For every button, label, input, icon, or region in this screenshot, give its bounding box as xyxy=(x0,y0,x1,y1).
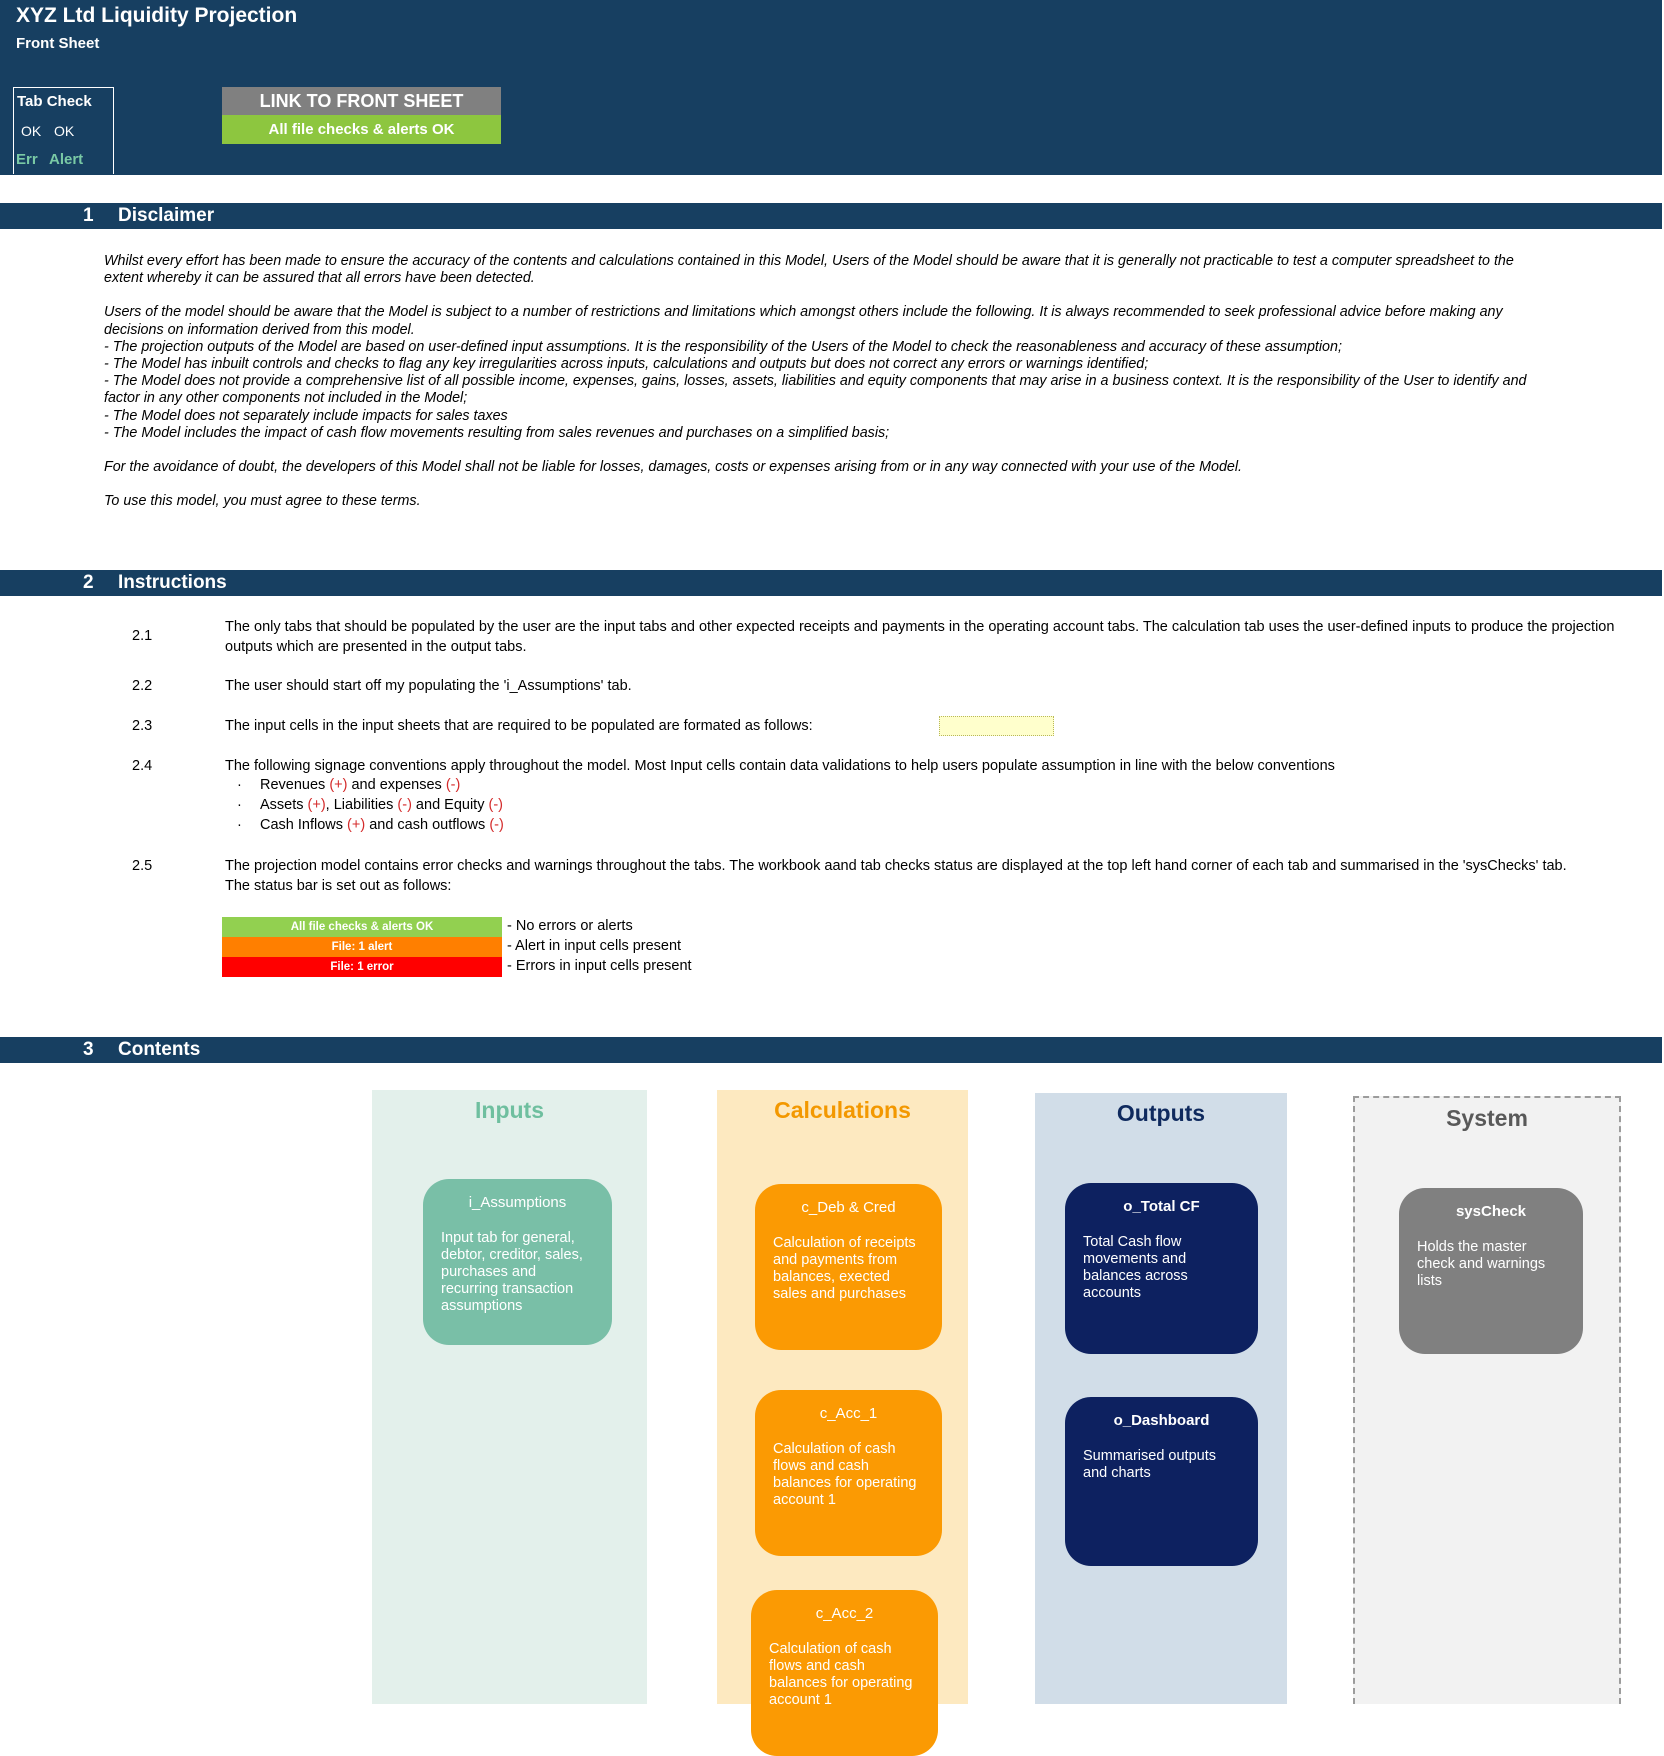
sign-negative: (-) xyxy=(488,797,503,813)
input-cell-format-sample xyxy=(939,716,1054,736)
tile-syscheck[interactable] xyxy=(1399,1188,1583,1354)
tile-name: i_Assumptions xyxy=(468,1194,567,1211)
instruction-number: 2.4 xyxy=(132,758,153,774)
disclaimer-paragraph xyxy=(104,304,1604,442)
signage-bullet xyxy=(237,817,504,833)
calculations-column xyxy=(717,1090,968,1708)
sign-negative: (-) xyxy=(397,797,412,813)
section-title: Instructions xyxy=(118,572,227,593)
tile-description: Summarised outputs and charts xyxy=(1083,1448,1216,1481)
tile-c-acc-2[interactable] xyxy=(751,1590,938,1756)
instruction-text: The user should start off my populating the 'i_Assumptions' tab. xyxy=(225,678,632,694)
sheet-name: Front Sheet xyxy=(16,35,100,52)
section-header-contents xyxy=(0,1037,1662,1063)
tile-o-dashboard[interactable] xyxy=(1065,1397,1258,1566)
disclaimer-line: - The Model has inbuilt controls and checks to flag any key irregularities across inputs, calculations and outputs but does not correct any errors or warnings identified; xyxy=(104,356,1149,373)
sign-positive: (+) xyxy=(347,817,366,833)
bullet-text: , Liabilities xyxy=(325,797,398,813)
app-title: XYZ Ltd Liquidity Projection xyxy=(16,4,298,27)
link-to-front-sheet-button[interactable]: LINK TO FRONT SHEET xyxy=(222,87,501,115)
legend-description: - Errors in input cells present xyxy=(507,958,692,974)
disclaimer-paragraph xyxy=(104,459,1604,476)
outputs-column-title: Outputs xyxy=(1116,1100,1206,1126)
tile-name: c_Acc_2 xyxy=(815,1605,874,1622)
instruction-number: 2.5 xyxy=(132,858,153,874)
tile-c-acc-1[interactable] xyxy=(755,1390,942,1556)
tile-description: Holds the master check and warnings lists xyxy=(1417,1239,1546,1289)
tile-name: sysCheck xyxy=(1455,1203,1527,1220)
disclaimer-paragraph xyxy=(104,253,1604,287)
err-label: Err xyxy=(16,151,38,168)
tile-description: Calculation of cash flows and cash balances for operating account 1 xyxy=(773,1441,917,1508)
tile-name: c_Acc_1 xyxy=(819,1405,878,1422)
bullet-text: Cash Inflows xyxy=(260,817,348,833)
section-number: 3 xyxy=(83,1039,94,1060)
tile-name: o_Total CF xyxy=(1123,1198,1200,1215)
disclaimer-line: Whilst every effort has been made to ensure the accuracy of the contents and calculations contained in this Model, Users of the Model should be aware that it is generally not practicable to test a computer spreadsheet to the xyxy=(104,253,1514,269)
instruction-line: The projection model contains error checks and warnings throughout the tabs. The workbook aand tab checks status are displayed at the top left hand corner of each tab and summarised in the 'sysChecks' tab. xyxy=(225,858,1567,874)
inputs-column xyxy=(372,1090,647,1704)
legend-description: - No errors or alerts xyxy=(507,918,633,934)
alert-label: Alert xyxy=(49,151,84,168)
sign-negative: (-) xyxy=(489,817,504,833)
disclaimer-line: - The projection outputs of the Model are based on user-defined input assumptions. It is the responsibility of the Users of the Model to check the reasonableness and accuracy of these assumption; xyxy=(104,338,1342,355)
file-status-bar: All file checks & alerts OK xyxy=(222,115,501,144)
section-title: Contents xyxy=(118,1039,201,1060)
disclaimer-line: factor in any other components not included in the Model; xyxy=(104,390,468,407)
legend-status-ok: All file checks & alerts OK xyxy=(222,917,502,937)
instruction-number: 2.1 xyxy=(132,628,153,644)
tile-description: Total Cash flow movements and balances across accounts xyxy=(1083,1234,1188,1301)
tile-description: Calculation of cash flows and cash balances for operating account 1 xyxy=(769,1641,913,1708)
legend-status-error: File: 1 error xyxy=(222,957,502,977)
tile-o-total-cf[interactable] xyxy=(1065,1183,1258,1354)
disclaimer-line: extent whereby it can be assured that all errors have been detected. xyxy=(104,270,535,287)
bullet-text: and cash outflows xyxy=(365,817,490,833)
bullet-dot: · xyxy=(237,797,242,813)
instruction-line: The status bar is set out as follows: xyxy=(225,877,452,894)
tile-description: Input tab for general, debtor, creditor, sales, purchases and recurring transaction assumptions xyxy=(441,1230,583,1314)
instruction-number: 2.3 xyxy=(132,718,153,734)
sign-negative: (-) xyxy=(445,777,461,793)
legend-description: - Alert in input cells present xyxy=(507,938,682,954)
instruction-text xyxy=(225,857,1635,896)
legend-status-alert: File: 1 alert xyxy=(222,937,502,957)
sign-positive: (+) xyxy=(307,797,326,813)
disclaimer-line: decisions on information derived from this model. xyxy=(104,321,415,338)
bullet-dot: · xyxy=(237,777,242,793)
instruction-text xyxy=(225,618,1635,657)
section-number: 1 xyxy=(83,205,94,226)
disclaimer-paragraph xyxy=(104,493,1604,510)
sign-positive: (+) xyxy=(329,777,348,793)
instruction-text: The following signage conventions apply throughout the model. Most Input cells contain data validations to help users populate assumption in line with the below conventions xyxy=(225,758,1335,774)
instruction-number: 2.2 xyxy=(132,678,153,694)
instruction-text: The input cells in the input sheets that are required to be populated are formated as follows: xyxy=(225,718,813,734)
section-header-disclaimer xyxy=(0,203,1662,229)
tile-description: Calculation of receipts and payments from balances, exected sales and purchases xyxy=(773,1235,916,1302)
bullet-dot: · xyxy=(237,817,242,833)
tile-name: c_Deb & Cred xyxy=(801,1199,896,1216)
bullet-text: Assets xyxy=(260,797,308,813)
bullet-text: and expenses xyxy=(347,777,446,793)
disclaimer-line: - The Model includes the impact of cash flow movements resulting from sales revenues and purchases on a simplified basis; xyxy=(104,424,890,441)
disclaimer-line: Users of the model should be aware that the Model is subject to a number of restrictions and limitations which amongst others include the following. It is always recommended to seek professional advice before making any xyxy=(104,304,1503,321)
system-column xyxy=(1353,1096,1621,1704)
file-ok-status: OK xyxy=(54,123,75,139)
outputs-column xyxy=(1035,1093,1287,1704)
disclaimer-text xyxy=(104,253,1604,527)
disclaimer-line: - The Model does not separately include impacts for sales taxes xyxy=(104,407,508,424)
signage-bullet xyxy=(237,797,503,813)
tile-name: o_Dashboard xyxy=(1113,1412,1210,1429)
bullet-text: Revenues xyxy=(260,777,330,793)
bullet-text: and Equity xyxy=(411,797,489,813)
tab-check-title: Tab Check xyxy=(17,93,92,110)
signage-bullet xyxy=(237,777,460,793)
section-number: 2 xyxy=(83,572,94,593)
system-column-title: System xyxy=(1446,1105,1528,1131)
inputs-column-title: Inputs xyxy=(475,1097,544,1123)
disclaimer-line: For the avoidance of doubt, the developers of this Model shall not be liable for losses, damages, costs or expenses arising from or in any way connected with your use of the Model. xyxy=(104,459,1243,476)
disclaimer-line: - The Model does not provide a comprehensive list of all possible income, expenses, gains, losses, assets, liabilities and equity components that may arise in a business context. It is the responsibility of the User to identify and xyxy=(104,373,1527,390)
instruction-line: The only tabs that should be populated by the user are the input tabs and other expected receipts and payments in the operating account tabs. The calculation tab uses the user-defined inputs to produce the projection xyxy=(225,619,1615,635)
tile-i-assumptions[interactable] xyxy=(423,1179,612,1345)
calculations-column-title: Calculations xyxy=(774,1097,911,1123)
tab-ok-status: OK xyxy=(21,123,42,139)
instruction-line: outputs which are presented in the output tabs. xyxy=(225,638,527,655)
section-title: Disclaimer xyxy=(118,205,215,226)
disclaimer-line: To use this model, you must agree to these terms. xyxy=(104,493,421,510)
tile-c-deb-cred[interactable] xyxy=(755,1184,942,1350)
section-header-instructions xyxy=(0,570,1662,596)
